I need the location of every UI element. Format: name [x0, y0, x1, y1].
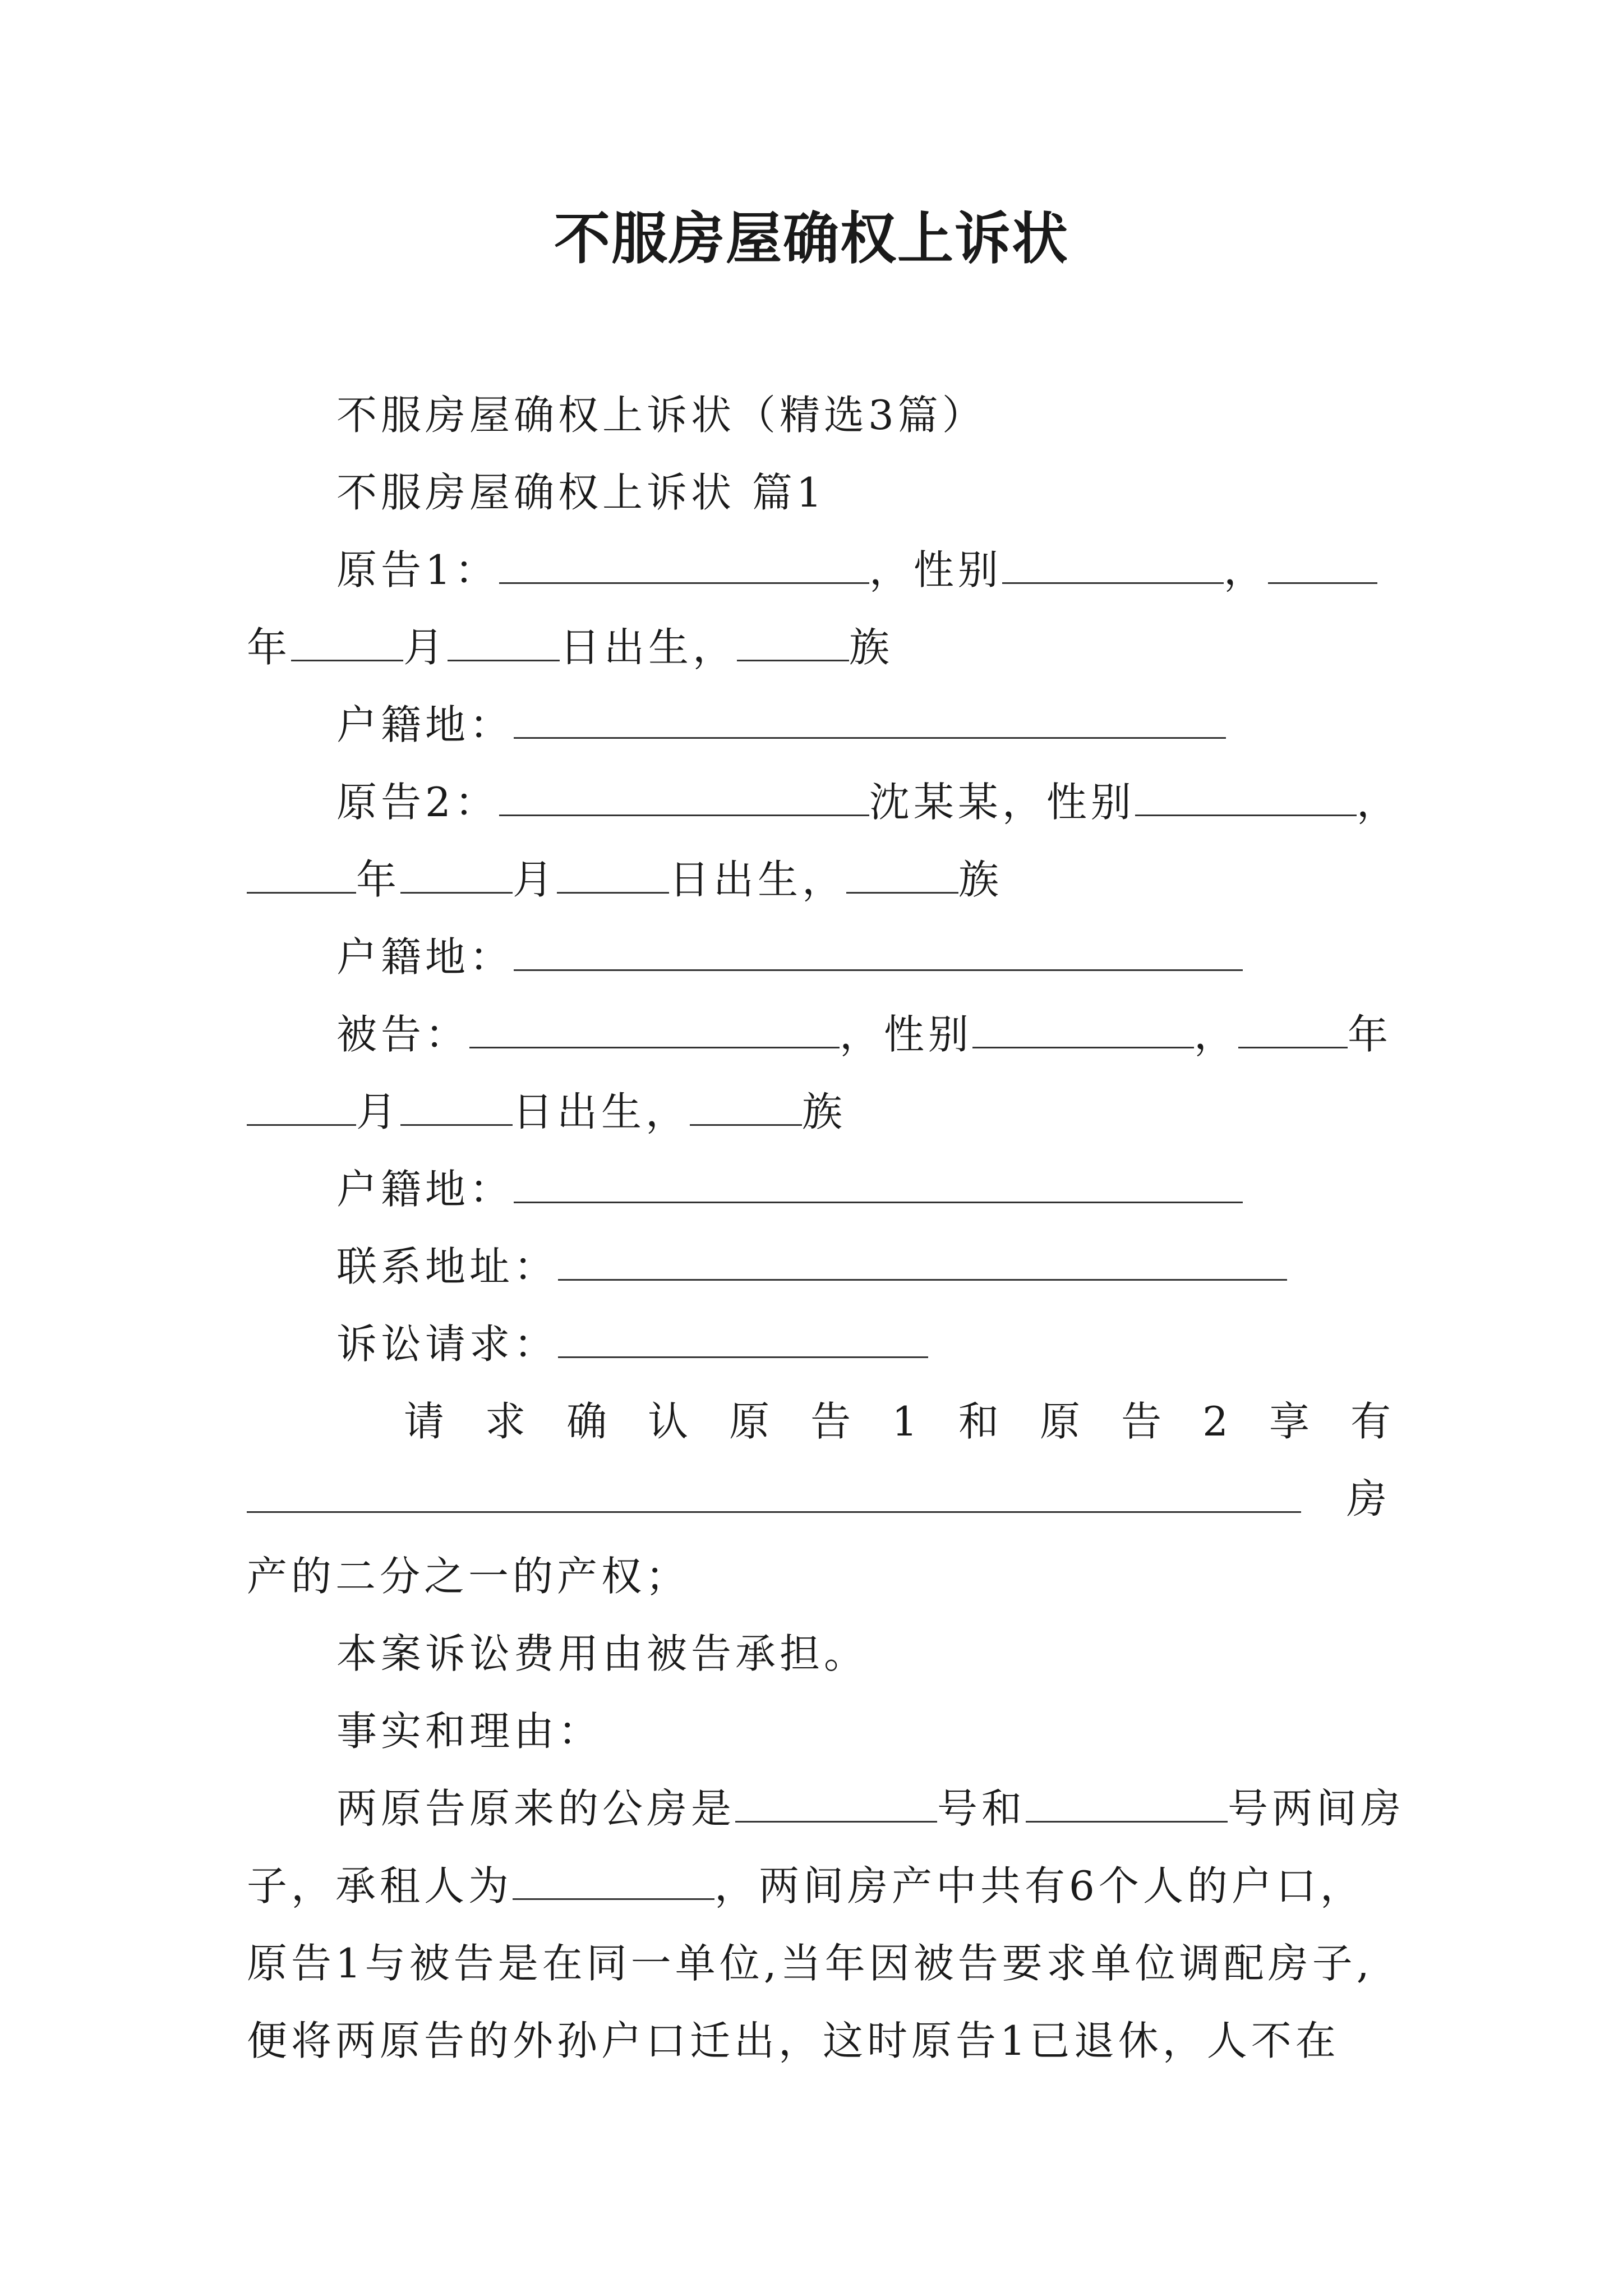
lessee-blank [513, 1859, 714, 1900]
claim-char: 2 [1202, 1398, 1228, 1445]
claim-char: 有 [1350, 1398, 1391, 1445]
claim-char: 告 [810, 1398, 851, 1445]
birth-label: 日出生， [513, 1088, 690, 1135]
defendant-household-line [336, 1161, 1243, 1217]
household-blank [514, 1162, 1243, 1203]
plaintiff2-name: 沈某某，性别 [869, 779, 1135, 826]
plaintiff2-blank [499, 775, 869, 816]
household-label: 户籍地： [336, 1166, 514, 1213]
day-blank [400, 1085, 513, 1126]
gender-blank [1135, 775, 1357, 816]
claim-char: 享 [1269, 1398, 1310, 1445]
plaintiff2-birth-line [247, 852, 1003, 908]
facts-text: 号和 [937, 1785, 1026, 1832]
gender-blank [1002, 543, 1224, 584]
gender-blank [972, 1007, 1194, 1048]
gender-label: ，性别 [869, 546, 1002, 593]
house-number-blank [1026, 1782, 1228, 1823]
year-label: 年 [247, 624, 292, 671]
year-blank [1238, 1007, 1348, 1048]
comma: ， [1223, 546, 1268, 593]
year-label: 年 [1348, 1011, 1393, 1058]
year-label: 年 [356, 856, 401, 903]
month-label: 月 [513, 856, 557, 903]
facts-line1 [336, 1780, 1405, 1837]
claim-char: 和 [958, 1398, 999, 1445]
facts-text: 号两间房 [1228, 1785, 1405, 1832]
facts-line2 [247, 1858, 1364, 1914]
defendant-birth-line [247, 1084, 846, 1140]
contact-blank [558, 1240, 1287, 1281]
facts-line3: 原告1与被告是在同一单位,当年因被告要求单位调配房子, [247, 1940, 1373, 1987]
plaintiff2-household-line [336, 929, 1243, 985]
claim-line3: 产的二分之一的产权； [247, 1553, 690, 1600]
birth-label: 日出生， [560, 624, 737, 671]
month-label: 月 [403, 624, 448, 671]
claim-char: 原 [729, 1398, 770, 1445]
claim-text-line [404, 1393, 1391, 1450]
ethnicity-label: 族 [849, 624, 894, 671]
claim-fang: 房 [1346, 1475, 1391, 1522]
facts-line4: 便将两原告的外孙户口迁出，这时原告1已退休，人不在 [247, 2017, 1340, 2064]
household-label: 户籍地： [336, 933, 514, 981]
ethnicity-blank [690, 1085, 802, 1126]
subtitle: 不服房屋确权上诉状（精选3篇） [336, 392, 986, 439]
ethnicity-label: 族 [958, 856, 1003, 903]
property-blank [247, 1472, 1301, 1513]
claim-blank [558, 1317, 928, 1358]
cost-line: 本案诉讼费用由被告承担。 [336, 1630, 869, 1677]
claim-line [336, 1316, 928, 1372]
gender-label: ，性别 [840, 1011, 973, 1058]
comma: ， [1356, 779, 1401, 826]
household-blank [514, 930, 1243, 971]
plaintiff1-name-blank [499, 543, 869, 584]
contact-line [336, 1239, 1287, 1295]
month-blank [247, 1085, 356, 1126]
household-blank [514, 698, 1226, 739]
day-blank [448, 620, 560, 661]
plaintiff1-line [336, 542, 1377, 598]
plaintiff2-line [336, 774, 1401, 830]
facts-text: 两原告原来的公房是 [336, 1785, 736, 1832]
contact-label: 联系地址： [336, 1243, 559, 1290]
defendant-line [336, 1006, 1392, 1062]
claim-blank-line [247, 1471, 1391, 1527]
claim-char: 告 [1121, 1398, 1162, 1445]
document-title: 不服房屋确权上诉状 [554, 205, 1069, 272]
section-heading: 不服房屋确权上诉状 篇1 [336, 469, 826, 516]
defendant-label: 被告： [336, 1011, 470, 1058]
plaintiff2-label: 原告2： [336, 779, 499, 826]
ethnicity-blank [737, 620, 849, 661]
claim-char: 1 [892, 1398, 917, 1445]
month-label: 月 [356, 1088, 401, 1135]
household-label: 户籍地： [336, 701, 514, 748]
birth-label: 日出生， [669, 856, 847, 903]
month-blank [400, 853, 513, 894]
plaintiff1-birth-line [247, 619, 893, 675]
facts-text: ，两间房产中共有6个人的户口， [714, 1862, 1364, 1910]
day-blank [557, 853, 669, 894]
month-blank [291, 620, 403, 661]
ethnicity-blank [846, 853, 958, 894]
claim-char: 原 [1040, 1398, 1081, 1445]
plaintiff1-label: 原告1： [336, 546, 499, 593]
claim-char: 认 [648, 1398, 689, 1445]
facts-text: 子，承租人为 [247, 1862, 513, 1910]
plaintiff1-household-line [336, 697, 1226, 753]
comma: ， [1194, 1011, 1239, 1058]
ethnicity-label: 族 [802, 1088, 847, 1135]
house-number-blank [735, 1782, 937, 1823]
claim-char: 请 [404, 1398, 445, 1445]
claim-char: 确 [566, 1398, 607, 1445]
year-blank [1268, 543, 1377, 584]
claim-char: 求 [485, 1398, 526, 1445]
year-blank [247, 853, 356, 894]
facts-heading: 事实和理由： [336, 1708, 603, 1755]
defendant-name-blank [469, 1007, 840, 1048]
claim-label: 诉讼请求： [336, 1320, 559, 1368]
